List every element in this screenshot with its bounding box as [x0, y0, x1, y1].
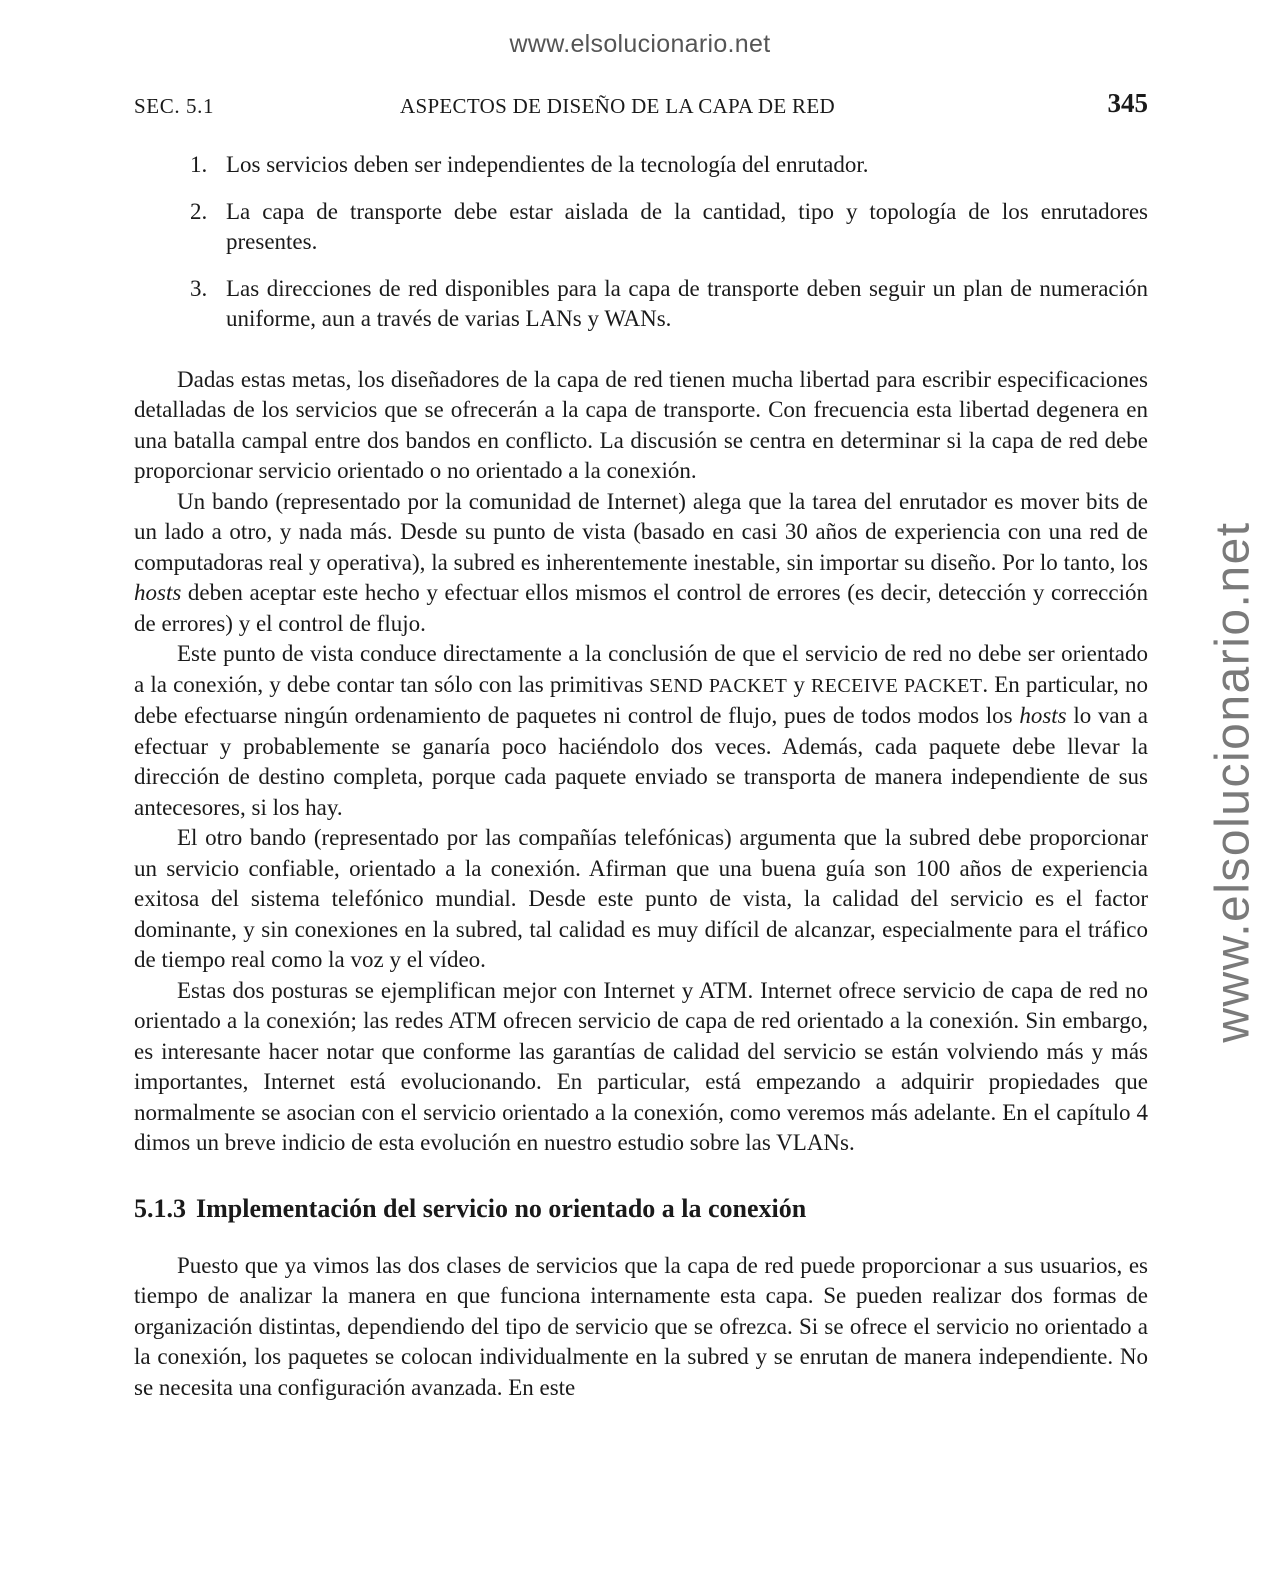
section-number: 5.1.3: [134, 1193, 186, 1223]
paragraph: Dadas estas metas, los diseñadores de la capa de red tienen mucha libertad para escribir especificaciones detalladas de los servicios que se ofrecerán a la capa de transporte. Con frecuencia esta libertad degenera en una batalla campal entre dos bandos en conflicto. La discusión se centra en determinar si la capa de red debe proporcionar servicio orientado o no orientado a la conexión.: [134, 366, 1148, 483]
goals-list: [134, 150, 1148, 335]
running-head-title: ASPECTOS DE DISEÑO DE LA CAPA DE RED: [400, 94, 835, 118]
list-item: [134, 274, 1148, 335]
watermark-side: www.elsolucionario.net: [1206, 521, 1260, 1043]
paragraph-text: Este punto de vista conduce directamente a la conclusión de que el servicio de red no debe ser orientado a la conexión, y debe contar tan sólo con las primitivas: [134, 641, 1148, 697]
paragraph-text: lo van a efectuar y probablemente se ganaría poco haciéndolo dos veces. Además, cada paquete debe llevar la dirección de destino completa, porque cada paquete enviado se transporta de manera independiente de sus antecesores, si los hay.: [134, 703, 1149, 820]
paragraph: Estas dos posturas se ejemplifican mejor con Internet y ATM. Internet ofrece servicio de capa de red no orientado a la conexión; las redes ATM ofrecen servicio de capa de red orientado a la conexión. Sin embargo, es interesante hacer notar que conforme las garantías de calidad del servicio se están volviendo más y más importantes, Internet está evolucionando. En particular, está empezando a adquirir propiedades que normalmente se asocian con el servicio orientado a la conexión, como veremos más adelante. En el capítulo 4 dimos un breve indicio de esta evolución en nuestro estudio sobre las VLANs.: [134, 977, 1148, 1155]
paragraph: [134, 487, 1148, 640]
watermark-top: www.elsolucionario.net: [509, 30, 771, 58]
emphasis-hosts: hosts: [134, 580, 182, 605]
list-item-number: 3.: [190, 275, 208, 301]
primitive-receive-packet: RECEIVE PACKET: [810, 674, 983, 697]
list-item-number: 1.: [190, 152, 208, 177]
paragraph: Puesto que ya vimos las dos clases de servicios que la capa de red puede proporcionar a sus usuarios, es tiempo de analizar la manera en que funciona internamente esta capa. Se pueden realizar dos formas de organización distintas, dependiendo del tipo de servicio que se ofrezca. Si se ofrece el servicio no orientado a la conexión, los paquetes se colocan individualmente en la subred y se enrutan de manera independiente. No se necesita una configuración avanzada. En este: [134, 1252, 1148, 1400]
paragraph-text: Un bando (representado por la comunidad de Internet) alega que la tarea del enrutador es mover bits de un lado a otro, y nada más. Desde su punto de vista (basado en casi 30 años de experiencia con una red de computadoras real y operativa), la subred es inherentemente inestable, sin importar su diseño. Por lo tanto, los: [134, 488, 1148, 575]
paragraph: [134, 639, 1148, 823]
list-item: [134, 150, 1148, 181]
list-item-text: La capa de transporte debe estar aislada de la cantidad, tipo y topología de los enrutadores presentes.: [226, 198, 1148, 254]
section-heading: [134, 1193, 1148, 1225]
paragraph-text: y: [787, 671, 811, 697]
page-content: [134, 150, 1148, 1403]
emphasis-hosts: hosts: [1019, 703, 1067, 728]
list-item: [134, 197, 1148, 258]
page-number: 345: [1107, 88, 1148, 118]
list-item-number: 2.: [190, 198, 208, 224]
section-title: Implementación del servicio no orientado a la conexión: [196, 1193, 807, 1223]
paragraph: El otro bando (representado por las compañías telefónicas) argumenta que la subred debe proporcionar un servicio confiable, orientado a la conexión. Afirman que una buena guía son 100 años de experiencia exitosa del sistema telefónico mundial. Desde este punto de vista, la calidad del servicio es el factor dominante, y sin conexiones en la subred, tal calidad es muy difícil de alcanzar, especialmente para el tráfico de tiempo real como la voz y el vídeo.: [134, 825, 1148, 972]
list-item-text: Los servicios deben ser independientes de la tecnología del enrutador.: [226, 152, 869, 177]
running-head: [134, 88, 1148, 124]
running-head-section: SEC. 5.1: [134, 94, 215, 118]
list-item-text: Las direcciones de red disponibles para la capa de transporte deben seguir un plan de numeración uniforme, aun a través de varias LANs y WANs.: [226, 275, 1148, 331]
paragraph-text: deben aceptar este hecho y efectuar ellos mismos el control de errores (es decir, detección y corrección de errores) y el control de flujo.: [134, 580, 1148, 636]
primitive-send-packet: SEND PACKET: [649, 674, 788, 697]
paragraph-text: . En particular, no debe efectuarse ningún ordenamiento de paquetes ni control de flujo, pues de todos modos los: [134, 671, 1149, 728]
